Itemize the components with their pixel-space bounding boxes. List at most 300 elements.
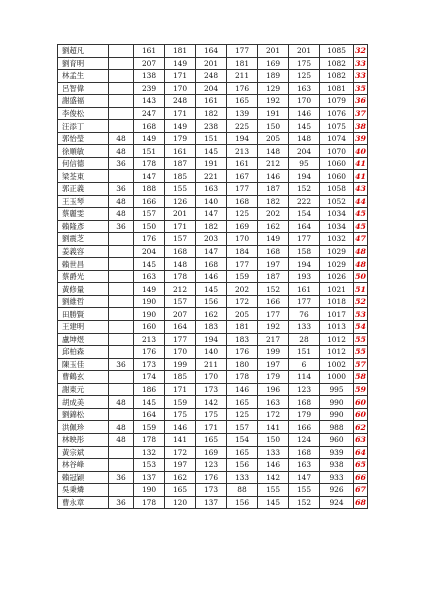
game-4-score-cell: 181 bbox=[227, 57, 258, 70]
game-4-score-cell: 178 bbox=[227, 371, 258, 384]
game-2-score-cell: 171 bbox=[165, 220, 196, 233]
player-name-cell: 劉維哲 bbox=[58, 295, 109, 308]
total-score-cell: 1060 bbox=[320, 157, 354, 170]
game-1-score-cell: 150 bbox=[134, 220, 165, 233]
rank-cell: 53 bbox=[355, 309, 366, 319]
game-1-score-cell: 190 bbox=[134, 295, 165, 308]
player-name-cell: 洪佩珍 bbox=[58, 421, 109, 434]
handicap-cell bbox=[109, 233, 134, 246]
table-row bbox=[58, 283, 368, 296]
handicap-cell bbox=[109, 170, 134, 183]
total-score-cell: 1002 bbox=[320, 358, 354, 371]
player-name-cell: 李俊松 bbox=[58, 107, 109, 120]
handicap-cell bbox=[109, 57, 134, 70]
handicap-cell bbox=[109, 70, 134, 83]
game-5-score-cell: 162 bbox=[258, 220, 289, 233]
player-name-cell: 徐順敏 bbox=[58, 145, 109, 158]
game-3-score-cell: 176 bbox=[196, 471, 227, 484]
table-row bbox=[58, 308, 368, 321]
table-row bbox=[58, 95, 368, 108]
game-6-score-cell: 95 bbox=[289, 157, 320, 170]
game-6-score-cell: 164 bbox=[289, 220, 320, 233]
score-sheet bbox=[57, 44, 367, 509]
handicap-cell bbox=[109, 82, 134, 95]
game-1-score-cell: 190 bbox=[134, 484, 165, 497]
game-4-score-cell: 169 bbox=[227, 220, 258, 233]
game-3-score-cell: 146 bbox=[196, 270, 227, 283]
game-3-score-cell: 182 bbox=[196, 107, 227, 120]
table-row bbox=[58, 157, 368, 170]
game-2-score-cell: 149 bbox=[165, 57, 196, 70]
game-1-score-cell: 149 bbox=[134, 283, 165, 296]
table-row bbox=[58, 383, 368, 396]
game-6-score-cell: 154 bbox=[289, 208, 320, 221]
game-3-score-cell: 145 bbox=[196, 283, 227, 296]
game-3-score-cell: 151 bbox=[196, 132, 227, 145]
rank-cell: 60 bbox=[355, 410, 366, 420]
handicap-cell bbox=[109, 383, 134, 396]
handicap-cell bbox=[109, 446, 134, 459]
rank-cell: 66 bbox=[355, 472, 366, 482]
game-1-score-cell: 176 bbox=[134, 346, 165, 359]
game-3-score-cell: 140 bbox=[196, 195, 227, 208]
game-2-score-cell: 161 bbox=[165, 145, 196, 158]
table-row bbox=[58, 107, 368, 120]
rank-cell: 60 bbox=[355, 397, 366, 407]
total-score-cell: 1018 bbox=[320, 295, 354, 308]
game-2-score-cell: 141 bbox=[165, 433, 196, 446]
player-name-cell: 姜義容 bbox=[58, 245, 109, 258]
game-1-score-cell: 239 bbox=[134, 82, 165, 95]
game-4-score-cell: 125 bbox=[227, 208, 258, 221]
game-4-score-cell: 176 bbox=[227, 346, 258, 359]
rank-cell: 57 bbox=[355, 359, 366, 369]
game-4-score-cell: 180 bbox=[227, 358, 258, 371]
player-name-cell: 邱柏森 bbox=[58, 346, 109, 359]
total-score-cell: 960 bbox=[320, 433, 354, 446]
game-4-score-cell: 139 bbox=[227, 107, 258, 120]
game-4-score-cell: 125 bbox=[227, 408, 258, 421]
rank-cell: 32 bbox=[355, 46, 366, 56]
game-3-score-cell: 173 bbox=[196, 484, 227, 497]
game-1-score-cell: 159 bbox=[134, 421, 165, 434]
game-1-score-cell: 176 bbox=[134, 233, 165, 246]
rank-cell: 33 bbox=[355, 71, 366, 81]
game-3-score-cell: 142 bbox=[196, 396, 227, 409]
handicap-cell bbox=[109, 295, 134, 308]
game-5-score-cell: 197 bbox=[258, 258, 289, 271]
game-1-score-cell: 151 bbox=[134, 145, 165, 158]
score-table-body bbox=[58, 45, 368, 509]
total-score-cell: 1052 bbox=[320, 195, 354, 208]
game-3-score-cell: 163 bbox=[196, 183, 227, 196]
table-row bbox=[58, 120, 368, 133]
rank-cell: 45 bbox=[355, 221, 366, 231]
game-1-score-cell: 163 bbox=[134, 270, 165, 283]
table-row bbox=[58, 220, 368, 233]
game-1-score-cell: 157 bbox=[134, 208, 165, 221]
player-name-cell: 黃修量 bbox=[58, 283, 109, 296]
player-name-cell: 盧坤煜 bbox=[58, 333, 109, 346]
game-6-score-cell: 28 bbox=[289, 333, 320, 346]
total-score-cell: 1034 bbox=[320, 220, 354, 233]
rank-cell: 45 bbox=[355, 209, 366, 219]
rank-cell: 58 bbox=[355, 372, 366, 382]
game-1-score-cell: 143 bbox=[134, 95, 165, 108]
total-score-cell: 933 bbox=[320, 471, 354, 484]
handicap-cell: 48 bbox=[109, 421, 134, 434]
total-score-cell: 1029 bbox=[320, 245, 354, 258]
game-5-score-cell: 182 bbox=[258, 195, 289, 208]
game-6-score-cell: 133 bbox=[289, 321, 320, 334]
game-1-score-cell: 164 bbox=[134, 408, 165, 421]
game-2-score-cell: 185 bbox=[165, 371, 196, 384]
rank-cell: 47 bbox=[355, 234, 366, 244]
table-row bbox=[58, 258, 368, 271]
score-table bbox=[57, 44, 368, 509]
total-score-cell: 1060 bbox=[320, 170, 354, 183]
player-name-cell: 賴隆彥 bbox=[58, 220, 109, 233]
handicap-cell bbox=[109, 484, 134, 497]
game-3-score-cell: 164 bbox=[196, 45, 227, 58]
table-row bbox=[58, 45, 368, 58]
game-5-score-cell: 149 bbox=[258, 233, 289, 246]
game-6-score-cell: 158 bbox=[289, 245, 320, 258]
handicap-cell bbox=[109, 308, 134, 321]
table-row bbox=[58, 396, 368, 409]
game-1-score-cell: 178 bbox=[134, 157, 165, 170]
game-3-score-cell: 175 bbox=[196, 408, 227, 421]
game-5-score-cell: 189 bbox=[258, 70, 289, 83]
handicap-cell: 36 bbox=[109, 183, 134, 196]
game-1-score-cell: 138 bbox=[134, 70, 165, 83]
table-row bbox=[58, 132, 368, 145]
handicap-cell bbox=[109, 459, 134, 472]
game-6-score-cell: 161 bbox=[289, 283, 320, 296]
table-row bbox=[58, 208, 368, 221]
table-row bbox=[58, 183, 368, 196]
game-4-score-cell: 172 bbox=[227, 295, 258, 308]
game-2-score-cell: 201 bbox=[165, 208, 196, 221]
total-score-cell: 1082 bbox=[320, 70, 354, 83]
player-name-cell: 謝盛福 bbox=[58, 95, 109, 108]
rank-cell: 55 bbox=[355, 334, 366, 344]
player-name-cell: 吳秉燐 bbox=[58, 484, 109, 497]
game-6-score-cell: 222 bbox=[289, 195, 320, 208]
player-name-cell: 王玉琴 bbox=[58, 195, 109, 208]
table-row bbox=[58, 371, 368, 384]
handicap-cell: 48 bbox=[109, 195, 134, 208]
game-5-score-cell: 152 bbox=[258, 283, 289, 296]
game-5-score-cell: 155 bbox=[258, 484, 289, 497]
table-row bbox=[58, 70, 368, 83]
total-score-cell: 1000 bbox=[320, 371, 354, 384]
table-row bbox=[58, 433, 368, 446]
game-2-score-cell: 171 bbox=[165, 70, 196, 83]
game-2-score-cell: 120 bbox=[165, 496, 196, 509]
game-2-score-cell: 197 bbox=[165, 459, 196, 472]
game-3-score-cell: 165 bbox=[196, 433, 227, 446]
game-6-score-cell: 148 bbox=[289, 132, 320, 145]
game-4-score-cell: 176 bbox=[227, 82, 258, 95]
game-5-score-cell: 133 bbox=[258, 446, 289, 459]
handicap-cell bbox=[109, 245, 134, 258]
game-5-score-cell: 163 bbox=[258, 396, 289, 409]
table-row bbox=[58, 270, 368, 283]
game-4-score-cell: 165 bbox=[227, 396, 258, 409]
handicap-cell: 48 bbox=[109, 396, 134, 409]
game-2-score-cell: 168 bbox=[165, 245, 196, 258]
table-row bbox=[58, 471, 368, 484]
handicap-cell: 48 bbox=[109, 433, 134, 446]
game-6-score-cell: 125 bbox=[289, 70, 320, 83]
game-1-score-cell: 147 bbox=[134, 170, 165, 183]
player-name-cell: 何信德 bbox=[58, 157, 109, 170]
game-1-score-cell: 204 bbox=[134, 245, 165, 258]
total-score-cell: 1074 bbox=[320, 132, 354, 145]
game-1-score-cell: 153 bbox=[134, 459, 165, 472]
table-row bbox=[58, 233, 368, 246]
game-4-score-cell: 194 bbox=[227, 132, 258, 145]
handicap-cell bbox=[109, 346, 134, 359]
handicap-cell: 48 bbox=[109, 132, 134, 145]
game-3-score-cell: 204 bbox=[196, 82, 227, 95]
rank-cell: 62 bbox=[355, 422, 366, 432]
game-2-score-cell: 148 bbox=[165, 258, 196, 271]
total-score-cell: 1029 bbox=[320, 258, 354, 271]
rank-cell: 48 bbox=[355, 247, 366, 257]
player-name-cell: 汪添丁 bbox=[58, 120, 109, 133]
game-1-score-cell: 168 bbox=[134, 120, 165, 133]
game-5-score-cell: 192 bbox=[258, 95, 289, 108]
rank-cell: 51 bbox=[355, 284, 366, 294]
player-name-cell: 林孟生 bbox=[58, 70, 109, 83]
game-5-score-cell: 169 bbox=[258, 57, 289, 70]
rank-cell: 41 bbox=[355, 171, 366, 181]
game-2-score-cell: 162 bbox=[165, 471, 196, 484]
game-2-score-cell: 171 bbox=[165, 383, 196, 396]
rank-cell: 50 bbox=[355, 272, 366, 282]
game-6-score-cell: 177 bbox=[289, 233, 320, 246]
game-2-score-cell: 126 bbox=[165, 195, 196, 208]
rank-cell: 63 bbox=[355, 435, 366, 445]
player-name-cell: 曹鶴玄 bbox=[58, 371, 109, 384]
player-name-cell: 謝東元 bbox=[58, 383, 109, 396]
game-5-score-cell: 179 bbox=[258, 371, 289, 384]
total-score-cell: 1082 bbox=[320, 57, 354, 70]
game-4-score-cell: 88 bbox=[227, 484, 258, 497]
game-5-score-cell: 150 bbox=[258, 433, 289, 446]
game-5-score-cell: 177 bbox=[258, 308, 289, 321]
rank-cell: 43 bbox=[355, 184, 366, 194]
game-6-score-cell: 152 bbox=[289, 496, 320, 509]
game-1-score-cell: 160 bbox=[134, 321, 165, 334]
game-6-score-cell: 177 bbox=[289, 295, 320, 308]
game-2-score-cell: 212 bbox=[165, 283, 196, 296]
game-5-score-cell: 145 bbox=[258, 496, 289, 509]
game-3-score-cell: 161 bbox=[196, 95, 227, 108]
player-name-cell: 田勝賢 bbox=[58, 308, 109, 321]
game-4-score-cell: 184 bbox=[227, 245, 258, 258]
table-row bbox=[58, 358, 368, 371]
game-3-score-cell: 221 bbox=[196, 170, 227, 183]
game-1-score-cell: 173 bbox=[134, 358, 165, 371]
table-row bbox=[58, 195, 368, 208]
handicap-cell: 36 bbox=[109, 496, 134, 509]
table-row bbox=[58, 459, 368, 472]
rank-cell: 37 bbox=[355, 109, 366, 118]
game-4-score-cell: 225 bbox=[227, 120, 258, 133]
game-4-score-cell: 177 bbox=[227, 183, 258, 196]
table-row bbox=[58, 446, 368, 459]
game-6-score-cell: 152 bbox=[289, 183, 320, 196]
handicap-cell: 36 bbox=[109, 157, 134, 170]
total-score-cell: 1075 bbox=[320, 120, 354, 133]
game-5-score-cell: 199 bbox=[258, 346, 289, 359]
game-1-score-cell: 145 bbox=[134, 258, 165, 271]
game-1-score-cell: 188 bbox=[134, 183, 165, 196]
game-2-score-cell: 207 bbox=[165, 308, 196, 321]
table-row bbox=[58, 295, 368, 308]
handicap-cell bbox=[109, 408, 134, 421]
game-3-score-cell: 211 bbox=[196, 358, 227, 371]
total-score-cell: 1034 bbox=[320, 208, 354, 221]
handicap-cell bbox=[109, 95, 134, 108]
rank-cell: 40 bbox=[355, 146, 366, 156]
game-2-score-cell: 157 bbox=[165, 233, 196, 246]
game-2-score-cell: 149 bbox=[165, 120, 196, 133]
total-score-cell: 995 bbox=[320, 383, 354, 396]
handicap-cell bbox=[109, 258, 134, 271]
game-2-score-cell: 179 bbox=[165, 132, 196, 145]
game-3-score-cell: 123 bbox=[196, 459, 227, 472]
rank-cell: 33 bbox=[355, 58, 366, 68]
game-4-score-cell: 157 bbox=[227, 421, 258, 434]
rank-cell: 55 bbox=[355, 347, 366, 357]
game-6-score-cell: 170 bbox=[289, 95, 320, 108]
game-1-score-cell: 132 bbox=[134, 446, 165, 459]
total-score-cell: 1013 bbox=[320, 321, 354, 334]
game-6-score-cell: 145 bbox=[289, 120, 320, 133]
game-2-score-cell: 185 bbox=[165, 170, 196, 183]
game-4-score-cell: 177 bbox=[227, 258, 258, 271]
total-score-cell: 938 bbox=[320, 459, 354, 472]
game-5-score-cell: 172 bbox=[258, 408, 289, 421]
game-3-score-cell: 140 bbox=[196, 346, 227, 359]
handicap-cell bbox=[109, 321, 134, 334]
game-5-score-cell: 148 bbox=[258, 145, 289, 158]
game-2-score-cell: 178 bbox=[165, 270, 196, 283]
game-1-score-cell: 178 bbox=[134, 496, 165, 509]
player-name-cell: 胡成美 bbox=[58, 396, 109, 409]
total-score-cell: 1021 bbox=[320, 283, 354, 296]
game-6-score-cell: 179 bbox=[289, 408, 320, 421]
total-score-cell: 1081 bbox=[320, 82, 354, 95]
rank-cell: 67 bbox=[355, 485, 366, 495]
game-4-score-cell: 165 bbox=[227, 446, 258, 459]
game-4-score-cell: 159 bbox=[227, 270, 258, 283]
game-2-score-cell: 199 bbox=[165, 358, 196, 371]
game-6-score-cell: 194 bbox=[289, 258, 320, 271]
game-5-score-cell: 201 bbox=[258, 45, 289, 58]
game-3-score-cell: 203 bbox=[196, 233, 227, 246]
total-score-cell: 1012 bbox=[320, 333, 354, 346]
total-score-cell: 939 bbox=[320, 446, 354, 459]
table-row bbox=[58, 421, 368, 434]
game-4-score-cell: 213 bbox=[227, 145, 258, 158]
game-2-score-cell: 181 bbox=[165, 45, 196, 58]
game-3-score-cell: 147 bbox=[196, 245, 227, 258]
game-3-score-cell: 171 bbox=[196, 421, 227, 434]
game-4-score-cell: 183 bbox=[227, 333, 258, 346]
player-name-cell: 曹永章 bbox=[58, 496, 109, 509]
game-2-score-cell: 164 bbox=[165, 321, 196, 334]
game-4-score-cell: 154 bbox=[227, 433, 258, 446]
rank-cell: 36 bbox=[355, 96, 366, 106]
game-4-score-cell: 156 bbox=[227, 496, 258, 509]
game-5-score-cell: 146 bbox=[258, 170, 289, 183]
total-score-cell: 988 bbox=[320, 421, 354, 434]
player-name-cell: 劉育明 bbox=[58, 57, 109, 70]
table-row bbox=[58, 484, 368, 497]
rank-cell: 38 bbox=[355, 121, 366, 131]
table-row bbox=[58, 333, 368, 346]
game-3-score-cell: 238 bbox=[196, 120, 227, 133]
game-3-score-cell: 183 bbox=[196, 321, 227, 334]
game-3-score-cell: 168 bbox=[196, 258, 227, 271]
total-score-cell: 990 bbox=[320, 408, 354, 421]
total-score-cell: 1076 bbox=[320, 107, 354, 120]
game-3-score-cell: 169 bbox=[196, 446, 227, 459]
game-2-score-cell: 155 bbox=[165, 183, 196, 196]
game-4-score-cell: 146 bbox=[227, 383, 258, 396]
total-score-cell: 1012 bbox=[320, 346, 354, 359]
game-3-score-cell: 191 bbox=[196, 157, 227, 170]
rank-cell: 41 bbox=[355, 159, 366, 169]
game-4-score-cell: 211 bbox=[227, 70, 258, 83]
game-1-score-cell: 190 bbox=[134, 308, 165, 321]
game-2-score-cell: 159 bbox=[165, 396, 196, 409]
game-6-score-cell: 146 bbox=[289, 107, 320, 120]
game-1-score-cell: 149 bbox=[134, 132, 165, 145]
game-6-score-cell: 76 bbox=[289, 308, 320, 321]
game-6-score-cell: 155 bbox=[289, 484, 320, 497]
game-1-score-cell: 161 bbox=[134, 45, 165, 58]
handicap-cell: 36 bbox=[109, 471, 134, 484]
game-1-score-cell: 178 bbox=[134, 433, 165, 446]
rank-cell: 52 bbox=[355, 297, 366, 307]
total-score-cell: 1058 bbox=[320, 183, 354, 196]
handicap-cell: 36 bbox=[109, 358, 134, 371]
rank-cell: 48 bbox=[355, 259, 366, 269]
total-score-cell: 926 bbox=[320, 484, 354, 497]
game-6-score-cell: 194 bbox=[289, 170, 320, 183]
game-3-score-cell: 145 bbox=[196, 145, 227, 158]
game-5-score-cell: 205 bbox=[258, 132, 289, 145]
game-5-score-cell: 187 bbox=[258, 270, 289, 283]
total-score-cell: 1017 bbox=[320, 308, 354, 321]
game-6-score-cell: 193 bbox=[289, 270, 320, 283]
game-5-score-cell: 141 bbox=[258, 421, 289, 434]
game-6-score-cell: 201 bbox=[289, 45, 320, 58]
game-6-score-cell: 163 bbox=[289, 459, 320, 472]
table-row bbox=[58, 346, 368, 359]
game-2-score-cell: 170 bbox=[165, 346, 196, 359]
game-6-score-cell: 124 bbox=[289, 433, 320, 446]
table-row bbox=[58, 170, 368, 183]
handicap-cell: 36 bbox=[109, 220, 134, 233]
game-3-score-cell: 137 bbox=[196, 496, 227, 509]
